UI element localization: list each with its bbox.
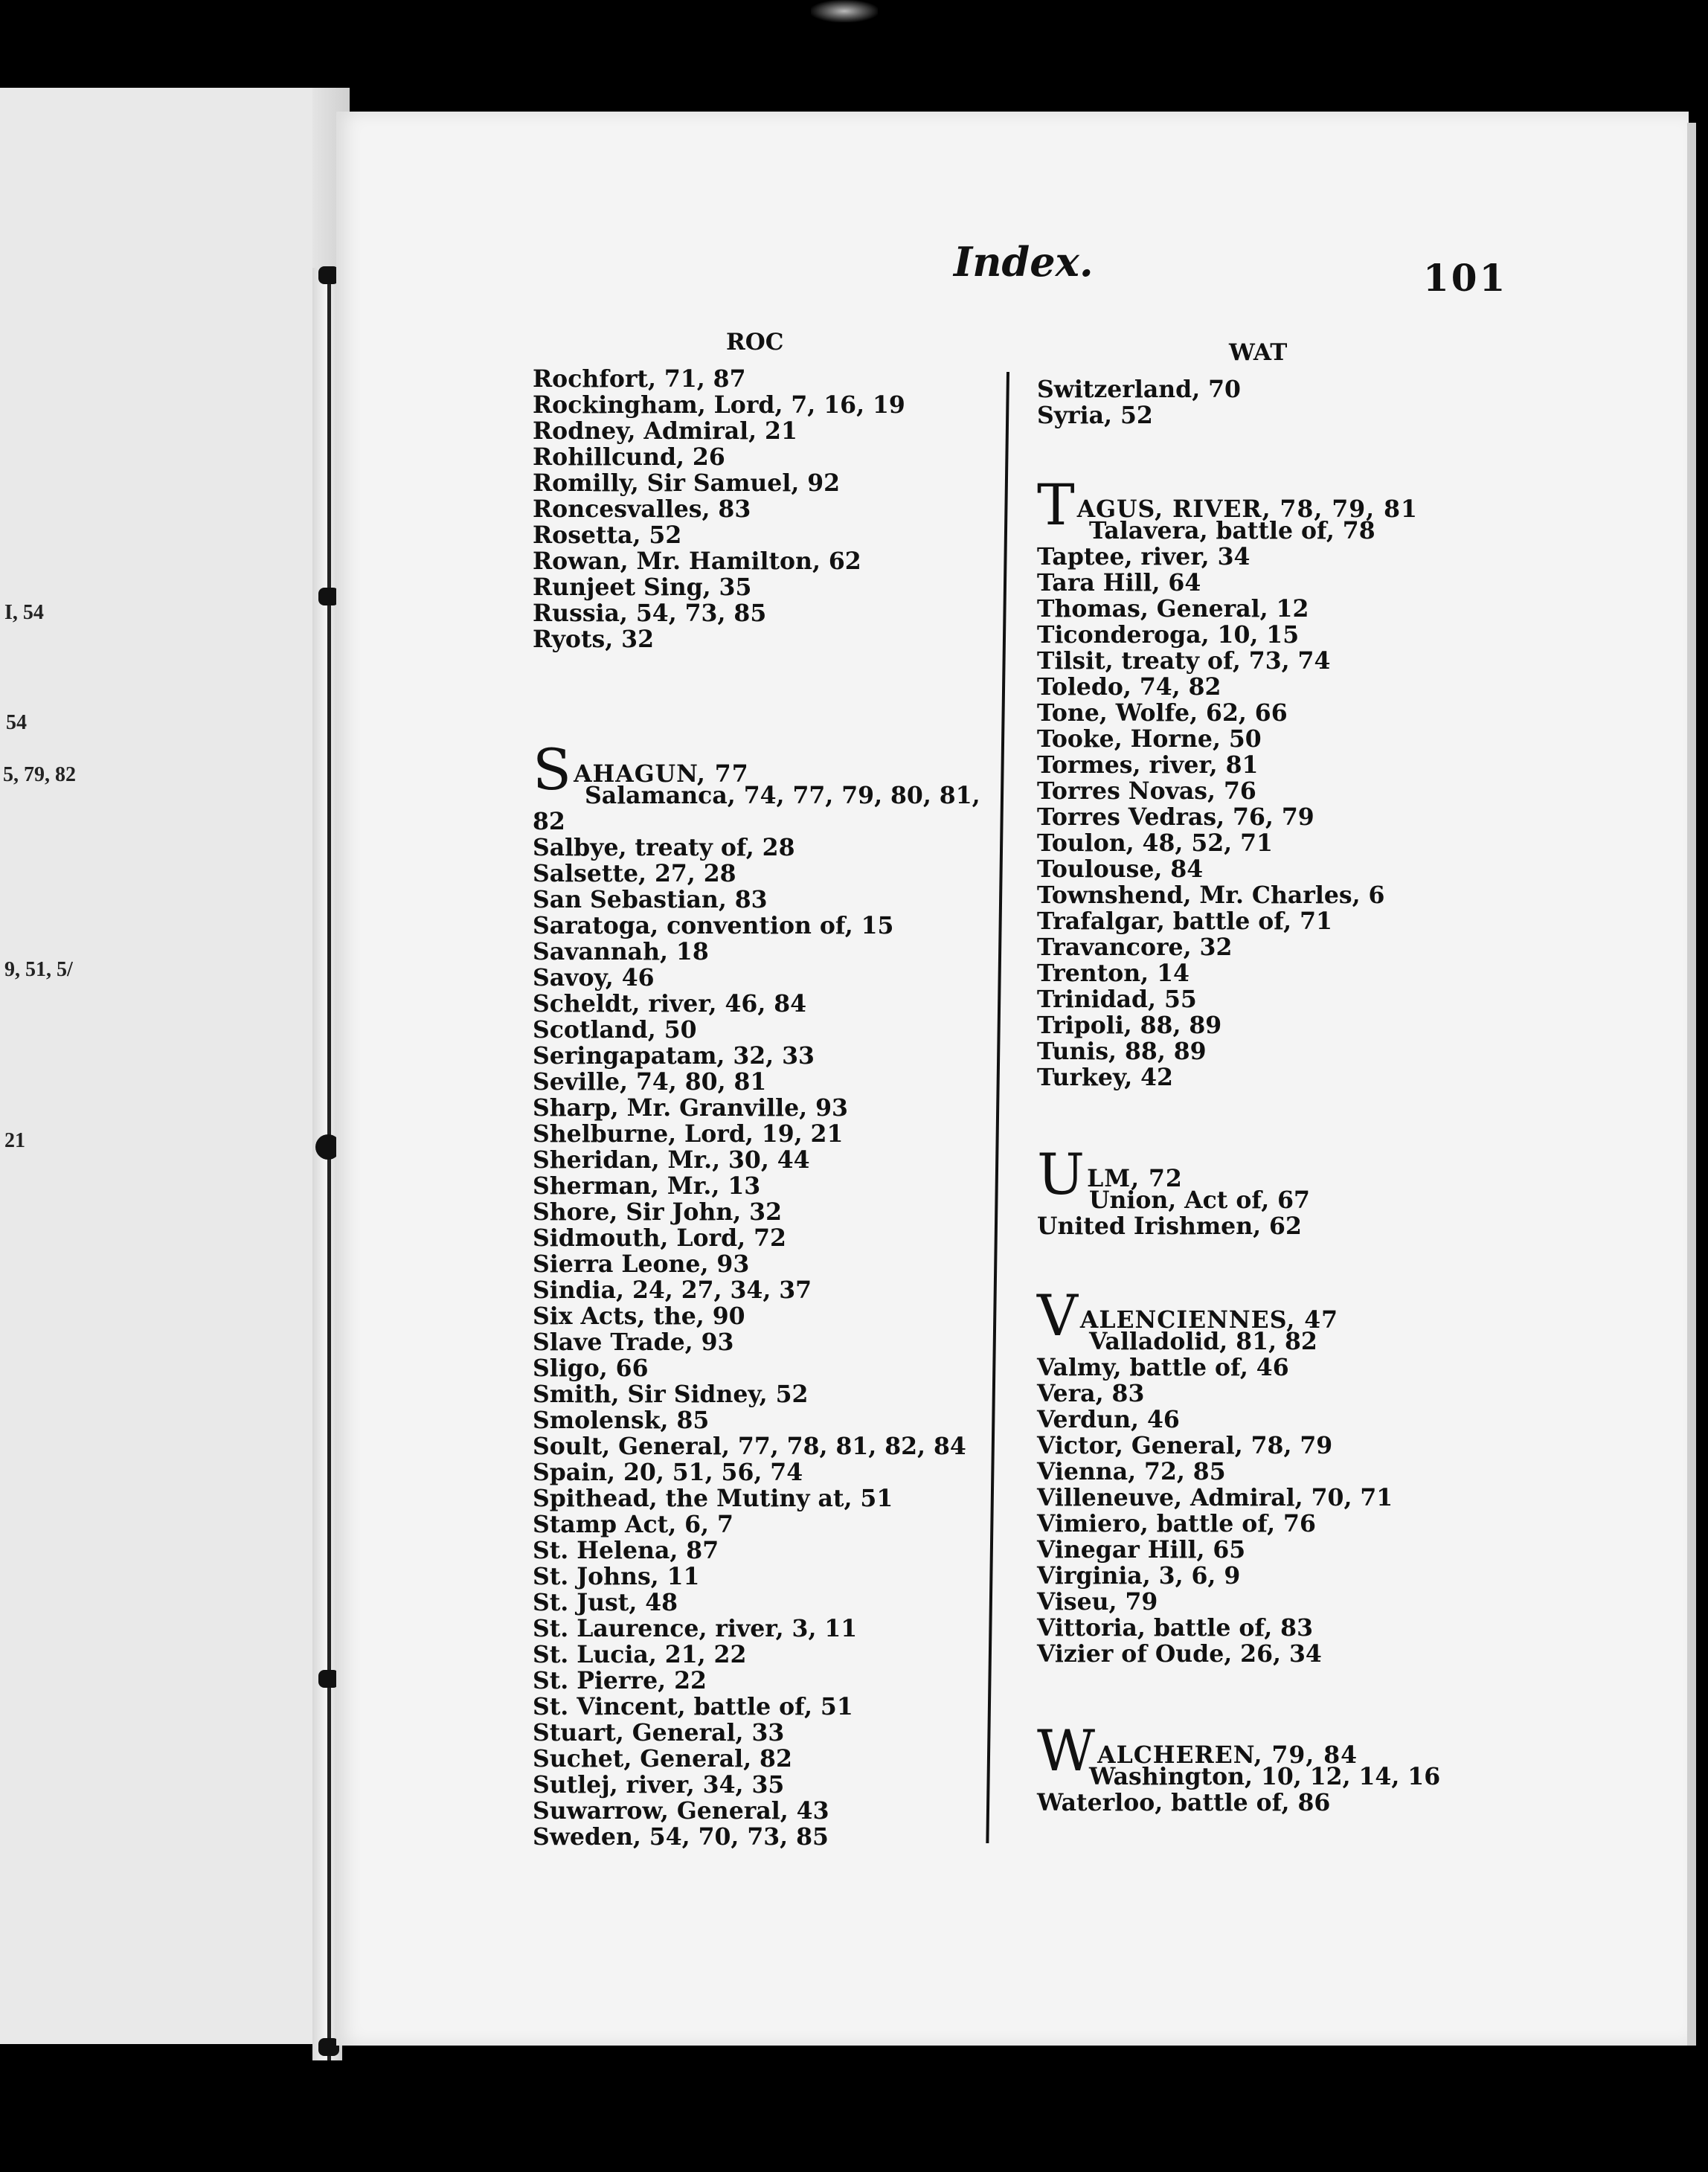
index-entry: Sweden, 54, 70, 73, 85 (533, 1823, 829, 1851)
index-entry: Rohillcund, 26 (533, 443, 725, 471)
index-entry: Suwarrow, General, 43 (533, 1797, 829, 1825)
index-entry: Slave Trade, 93 (533, 1328, 734, 1356)
index-entry: Virginia, 3, 6, 9 (1037, 1562, 1241, 1590)
index-entry: Vimiero, battle of, 76 (1037, 1510, 1316, 1538)
running-title: Index. (954, 238, 1094, 286)
left-page-fragment: 54 (6, 711, 27, 734)
index-entry: Tormes, river, 81 (1037, 751, 1259, 779)
index-entry: Vienna, 72, 85 (1037, 1458, 1226, 1485)
page-number: 101 (1423, 256, 1508, 300)
section-spacer (1037, 1667, 1440, 1738)
index-entry: Romilly, Sir Samuel, 92 (533, 469, 841, 497)
index-entry: Spain, 20, 51, 56, 74 (533, 1459, 803, 1486)
index-entry: St. Vincent, battle of, 51 (533, 1693, 853, 1720)
index-entry: Sutlej, river, 34, 35 (533, 1771, 785, 1799)
index-entry: Tone, Wolfe, 62, 66 (1037, 699, 1288, 727)
index-column-right (1037, 376, 1440, 1816)
index-entry: St. Johns, 11 (533, 1563, 700, 1590)
index-entry: Rodney, Admiral, 21 (533, 417, 797, 445)
index-entry: Sharp, Mr. Granville, 93 (533, 1094, 848, 1122)
left-page-fragment: 21 (4, 1129, 25, 1152)
index-entry: Sindia, 24, 27, 34, 37 (533, 1276, 812, 1304)
index-entry: St. Helena, 87 (533, 1537, 719, 1564)
left-page-fragment: I, 54 (4, 601, 44, 624)
index-entry: Valladolid, 81, 82 (1089, 1328, 1317, 1355)
index-entry: Soult, General, 77, 78, 81, 82, 84 (533, 1433, 966, 1460)
index-entry: Rosetta, 52 (533, 521, 682, 549)
index-entry: Tilsit, treaty of, 73, 74 (1037, 647, 1331, 675)
index-entry: Salbye, treaty of, 28 (533, 834, 795, 861)
index-entry: Villeneuve, Admiral, 70, 71 (1037, 1484, 1393, 1511)
left-page (0, 88, 350, 2044)
index-entry: Savoy, 46 (533, 964, 655, 992)
index-entry: Seville, 74, 80, 81 (533, 1068, 767, 1096)
index-entry: Waterloo, battle of, 86 (1037, 1789, 1331, 1816)
index-entry: Vera, 83 (1037, 1380, 1145, 1407)
index-entry-continuation: 82 (533, 808, 565, 835)
index-entry: Shelburne, Lord, 19, 21 (533, 1120, 844, 1148)
left-page-fragment: 9, 51, 5/ (4, 958, 73, 981)
index-entry: Ryots, 32 (533, 626, 654, 653)
index-entry: Tooke, Horne, 50 (1037, 725, 1262, 753)
index-entry: Ticonderoga, 10, 15 (1037, 621, 1300, 649)
index-entry: Toulon, 48, 52, 71 (1037, 829, 1273, 857)
index-entry: Trafalgar, battle of, 71 (1037, 907, 1332, 935)
index-entry: St. Pierre, 22 (533, 1667, 707, 1694)
catchword-right: WAT (1229, 339, 1288, 366)
index-entry: Shore, Sir John, 32 (533, 1198, 782, 1226)
index-entry: Toledo, 74, 82 (1037, 673, 1221, 701)
lead-entry-text: LM, 72 (1087, 1165, 1183, 1192)
section-spacer (533, 652, 980, 756)
index-entry: Tunis, 88, 89 (1037, 1038, 1207, 1065)
index-entry: Sierra Leone, 93 (533, 1250, 750, 1278)
index-entry: Sherman, Mr., 13 (533, 1172, 761, 1200)
index-entry: Tripoli, 88, 89 (1037, 1012, 1222, 1039)
index-entry: Torres Vedras, 76, 79 (1037, 803, 1314, 831)
scan-debris (811, 0, 878, 22)
index-entry: Toulouse, 84 (1037, 855, 1204, 883)
drop-initial: W (1037, 1718, 1097, 1784)
index-entry: Stamp Act, 6, 7 (533, 1511, 733, 1538)
index-entry: Vittoria, battle of, 83 (1037, 1614, 1314, 1642)
index-entry: Roncesvalles, 83 (533, 495, 751, 523)
section-spacer (1037, 1239, 1440, 1302)
index-entry: Salamanca, 74, 77, 79, 80, 81, (585, 782, 980, 809)
index-entry: Scheldt, river, 46, 84 (533, 990, 807, 1018)
index-entry: Townshend, Mr. Charles, 6 (1037, 881, 1385, 909)
left-page-fragment: 5, 79, 82 (3, 763, 76, 786)
index-entry: Torres Novas, 76 (1037, 777, 1256, 805)
drop-initial: S (533, 736, 573, 803)
index-entry: Union, Act of, 67 (1089, 1186, 1310, 1214)
index-entry: Saratoga, convention of, 15 (533, 912, 894, 939)
index-entry: Verdun, 46 (1037, 1406, 1180, 1433)
index-entry: Tara Hill, 64 (1037, 569, 1201, 597)
index-entry: Valmy, battle of, 46 (1037, 1354, 1289, 1381)
index-entry: Scotland, 50 (533, 1016, 697, 1044)
index-entry: Travancore, 32 (1037, 934, 1233, 961)
catchword-left: ROC (726, 329, 784, 356)
index-entry: Sligo, 66 (533, 1355, 649, 1382)
binding-cord (327, 268, 331, 2060)
index-entry: St. Just, 48 (533, 1589, 678, 1616)
drop-initial: V (1037, 1282, 1079, 1349)
index-entry: Sheridan, Mr., 30, 44 (533, 1146, 810, 1174)
index-entry: Smolensk, 85 (533, 1407, 710, 1434)
drop-initial: T (1037, 472, 1076, 538)
index-entry: Turkey, 42 (1037, 1064, 1173, 1091)
index-entry: Trenton, 14 (1037, 960, 1190, 987)
index-entry: Rochfort, 71, 87 (533, 365, 746, 393)
index-entry: Suchet, General, 82 (533, 1745, 792, 1773)
page-edge (1687, 123, 1696, 2046)
index-entry: Runjeet Sing, 35 (533, 573, 752, 601)
index-entry: Six Acts, the, 90 (533, 1302, 745, 1330)
index-entry: Thomas, General, 12 (1037, 595, 1309, 623)
index-entry: San Sebastian, 83 (533, 886, 768, 913)
index-entry: Salsette, 27, 28 (533, 860, 736, 887)
index-entry: Trinidad, 55 (1037, 986, 1197, 1013)
lead-entry-text: ALCHEREN, 79, 84 (1097, 1741, 1358, 1769)
index-entry: Rowan, Mr. Hamilton, 62 (533, 547, 861, 575)
index-entry: Rockingham, Lord, 7, 16, 19 (533, 391, 905, 419)
index-entry: Seringapatam, 32, 33 (533, 1042, 815, 1070)
index-entry: Spithead, the Mutiny at, 51 (533, 1485, 893, 1512)
lead-entry-text: AGUS, RIVER, 78, 79, 81 (1076, 495, 1418, 523)
lead-entry-text: AHAGUN, 77 (574, 760, 749, 788)
drop-initial: U (1037, 1141, 1086, 1207)
index-entry: Victor, General, 78, 79 (1037, 1432, 1333, 1459)
index-entry: Switzerland, 70 (1037, 376, 1241, 403)
index-entry: Stuart, General, 33 (533, 1719, 785, 1747)
index-entry: Sidmouth, Lord, 72 (533, 1224, 786, 1252)
index-entry: St. Laurence, river, 3, 11 (533, 1615, 858, 1642)
index-entry: United Irishmen, 62 (1037, 1212, 1302, 1240)
index-entry: Vinegar Hill, 65 (1037, 1536, 1246, 1564)
section-spacer (1037, 1090, 1440, 1161)
index-entry: Smith, Sir Sidney, 52 (533, 1381, 809, 1408)
index-entry: Syria, 52 (1037, 402, 1153, 429)
index-entry: Savannah, 18 (533, 938, 709, 965)
lead-entry-text: ALENCIENNES, 47 (1079, 1306, 1339, 1334)
index-entry: Viseu, 79 (1037, 1588, 1158, 1616)
index-entry: St. Lucia, 21, 22 (533, 1641, 747, 1668)
index-entry: Washington, 10, 12, 14, 16 (1089, 1763, 1441, 1790)
index-entry: Talavera, battle of, 78 (1089, 517, 1375, 544)
index-column-left (533, 366, 980, 1850)
index-entry: Taptee, river, 34 (1037, 543, 1250, 571)
index-entry: Vizier of Oude, 26, 34 (1037, 1640, 1322, 1668)
section-spacer (1037, 428, 1440, 492)
index-entry: Russia, 54, 73, 85 (533, 600, 767, 627)
